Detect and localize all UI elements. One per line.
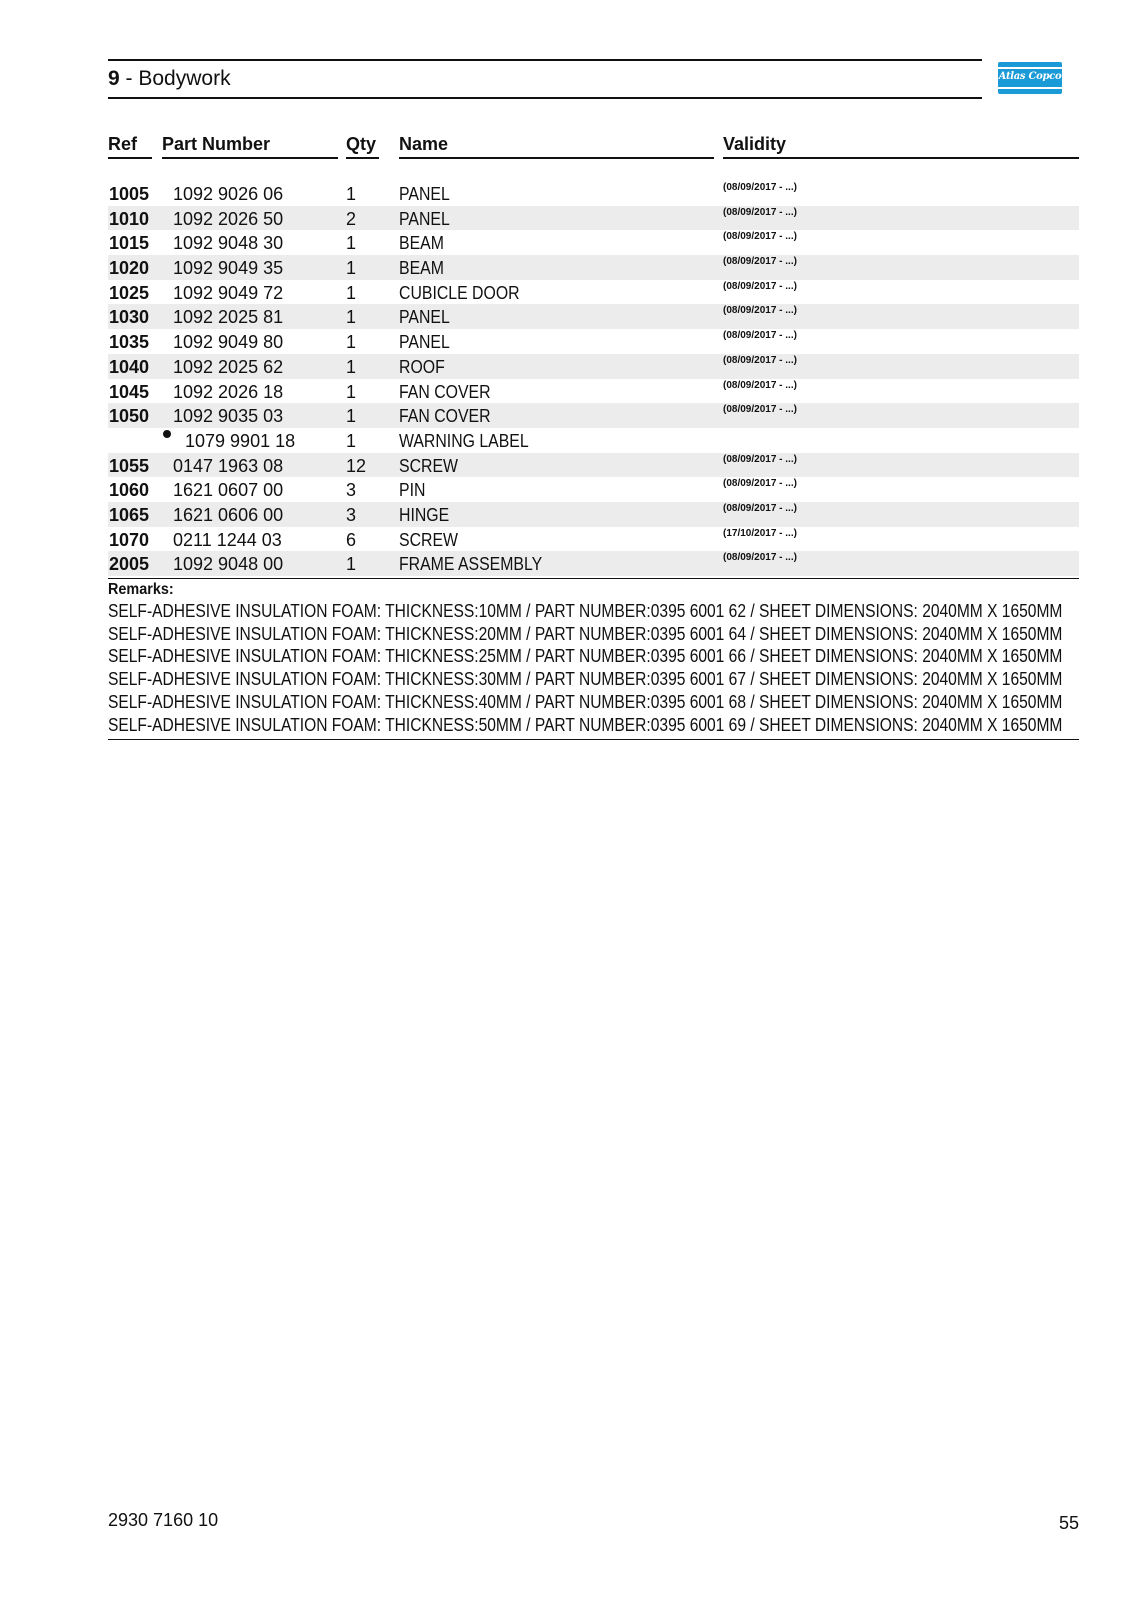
ref-cell: 1035: [109, 332, 150, 353]
table-row: [108, 354, 1079, 379]
section-title: Bodywork: [138, 67, 231, 90]
name-cell: ROOF: [399, 356, 445, 377]
ref-cell: 1070: [109, 529, 150, 550]
validity-cell: (08/09/2017 - ...): [723, 305, 797, 317]
remark-line: SELF-ADHESIVE INSULATION FOAM: THICKNESS:25MM / PART NUMBER:0395 6001 66 / SHEET DIMENSIONS: 2040MM X 1650MM: [108, 646, 1063, 667]
part-number-cell: 1092 9048 30: [173, 233, 284, 254]
qty-cell: 3: [346, 504, 357, 525]
header-underline-ref: [108, 157, 152, 159]
ref-cell: 1060: [109, 480, 150, 501]
qty-cell: 1: [346, 406, 357, 427]
column-header-ref: Ref: [108, 134, 138, 154]
ref-cell: 1045: [109, 381, 150, 402]
part-number-cell: 1092 9049 72: [173, 282, 284, 303]
validity-cell: (08/09/2017 - ...): [723, 330, 797, 342]
part-number-cell: 1092 9035 03: [173, 406, 284, 427]
remarks-section: [108, 580, 1079, 736]
part-number-cell: 1079 9901 18: [185, 430, 296, 451]
column-header-name: Name: [399, 134, 449, 154]
qty-cell: 1: [346, 554, 357, 575]
column-header-validity: Validity: [723, 134, 787, 154]
sub-item-bullet-icon: [163, 430, 171, 438]
logo-stripe-top: [998, 67, 1062, 69]
name-cell: PIN: [399, 480, 426, 501]
ref-cell: 1030: [109, 307, 150, 328]
table-row: [108, 527, 1079, 552]
page-title: [108, 67, 231, 91]
validity-cell: (08/09/2017 - ...): [723, 404, 797, 416]
title-separator: -: [119, 67, 139, 90]
validity-cell: (08/09/2017 - ...): [723, 231, 797, 243]
column-header-qty: Qty: [346, 134, 377, 154]
validity-cell: (08/09/2017 - ...): [723, 182, 797, 193]
qty-cell: 1: [346, 184, 357, 204]
part-number-cell: 1092 2025 81: [173, 307, 284, 328]
part-number-cell: 0147 1963 08: [173, 455, 284, 476]
name-cell: SCREW: [399, 529, 458, 550]
qty-cell: 1: [346, 282, 357, 303]
document-number: 2930 7160 10: [108, 1510, 219, 1530]
parts-table: [108, 181, 1079, 576]
table-row: [108, 403, 1079, 428]
qty-cell: 1: [346, 332, 357, 353]
name-cell: FAN COVER: [399, 406, 491, 427]
page-number: 55: [1058, 1513, 1079, 1533]
name-cell: BEAM: [399, 258, 444, 279]
validity-cell: (17/10/2017 - ...): [723, 527, 797, 539]
header-underline-validity: [723, 157, 1079, 159]
validity-cell: (08/09/2017 - ...): [723, 379, 797, 391]
qty-cell: 1: [346, 381, 357, 402]
table-row: [108, 304, 1079, 329]
part-number-cell: 1621 0607 00: [173, 480, 284, 501]
validity-cell: (08/09/2017 - ...): [723, 280, 797, 292]
section-number: 9: [108, 67, 120, 90]
qty-cell: 1: [346, 356, 357, 377]
ref-cell: 1050: [109, 406, 150, 427]
part-number-cell: 1092 2026 18: [173, 381, 284, 402]
part-number-cell: 1092 2025 62: [173, 356, 284, 377]
qty-cell: 1: [346, 430, 357, 451]
qty-cell: 1: [346, 258, 357, 279]
ref-cell: 1055: [109, 455, 150, 476]
qty-cell: 1: [346, 307, 357, 328]
validity-cell: (08/09/2017 - ...): [723, 478, 797, 490]
validity-cell: (08/09/2017 - ...): [723, 552, 797, 564]
remarks-title: Remarks:: [108, 581, 174, 598]
part-number-cell: 1092 9049 35: [173, 258, 284, 279]
validity-cell: (08/09/2017 - ...): [723, 206, 797, 218]
validity-cell: (08/09/2017 - ...): [723, 256, 797, 268]
table-row: [108, 502, 1079, 527]
name-cell: PANEL: [399, 184, 450, 204]
name-cell: PANEL: [399, 332, 450, 353]
part-number-cell: 1092 9049 80: [173, 332, 284, 353]
table-bottom-rule: [108, 578, 1079, 579]
ref-cell: 1065: [109, 504, 150, 525]
remark-line: SELF-ADHESIVE INSULATION FOAM: THICKNESS:40MM / PART NUMBER:0395 6001 68 / SHEET DIMENSIONS: 2040MM X 1650MM: [108, 691, 1063, 712]
part-number-cell: 1621 0606 00: [173, 504, 284, 525]
header-underline-part-number: [162, 157, 338, 159]
part-number-cell: 1092 2026 50: [173, 208, 284, 229]
section-header: [108, 59, 982, 99]
table-row: [108, 255, 1079, 280]
logo-text: Atlas Copco: [998, 71, 1062, 82]
remark-line: SELF-ADHESIVE INSULATION FOAM: THICKNESS:30MM / PART NUMBER:0395 6001 67 / SHEET DIMENSIONS: 2040MM X 1650MM: [108, 669, 1063, 690]
qty-cell: 6: [346, 529, 357, 550]
part-number-cell: 1092 9026 06: [173, 184, 284, 204]
remark-line: SELF-ADHESIVE INSULATION FOAM: THICKNESS:10MM / PART NUMBER:0395 6001 62 / SHEET DIMENSIONS: 2040MM X 1650MM: [108, 601, 1063, 621]
table-row: [108, 453, 1079, 478]
ref-cell: 1040: [109, 356, 150, 377]
ref-cell: 1020: [109, 258, 150, 279]
ref-cell: 1015: [109, 233, 150, 254]
part-number-cell: 0211 1244 03: [173, 529, 282, 550]
table-row: [108, 477, 1079, 502]
ref-cell: 1010: [109, 208, 150, 229]
validity-cell: (08/09/2017 - ...): [723, 354, 797, 366]
name-cell: PANEL: [399, 307, 450, 328]
table-row: [108, 280, 1079, 305]
name-cell: FRAME ASSEMBLY: [399, 554, 543, 575]
remark-line: SELF-ADHESIVE INSULATION FOAM: THICKNESS:50MM / PART NUMBER:0395 6001 69 / SHEET DIMENSIONS: 2040MM X 1650MM: [108, 714, 1063, 735]
qty-cell: 3: [346, 480, 357, 501]
ref-cell: 2005: [109, 554, 150, 575]
name-cell: PANEL: [399, 208, 450, 229]
remarks-bottom-rule: [108, 739, 1079, 740]
table-row: [108, 428, 1079, 453]
table-row: [108, 181, 1079, 206]
remark-line: SELF-ADHESIVE INSULATION FOAM: THICKNESS:20MM / PART NUMBER:0395 6001 64 / SHEET DIMENSIONS: 2040MM X 1650MM: [108, 623, 1063, 644]
atlas-copco-logo: [998, 62, 1062, 94]
validity-cell: (08/09/2017 - ...): [723, 502, 797, 514]
table-row: [108, 551, 1079, 576]
header-underline-qty: [346, 157, 379, 159]
table-row: [108, 230, 1079, 255]
ref-cell: 1025: [109, 282, 150, 303]
validity-cell: (08/09/2017 - ...): [723, 453, 797, 465]
part-number-cell: 1092 9048 00: [173, 554, 284, 575]
logo-stripe-bottom: [998, 87, 1062, 89]
column-header-part-number: Part Number: [162, 134, 271, 154]
name-cell: SCREW: [399, 455, 458, 476]
table-row: [108, 206, 1079, 231]
name-cell: HINGE: [399, 504, 450, 525]
qty-cell: 12: [346, 455, 367, 476]
table-row: [108, 379, 1079, 404]
table-row: [108, 329, 1079, 354]
name-cell: FAN COVER: [399, 381, 491, 402]
ref-cell: 1005: [109, 184, 150, 204]
qty-cell: 2: [346, 208, 357, 229]
qty-cell: 1: [346, 233, 357, 254]
header-underline-name: [399, 157, 714, 159]
name-cell: BEAM: [399, 233, 444, 254]
name-cell: WARNING LABEL: [399, 430, 529, 451]
name-cell: CUBICLE DOOR: [399, 282, 520, 303]
